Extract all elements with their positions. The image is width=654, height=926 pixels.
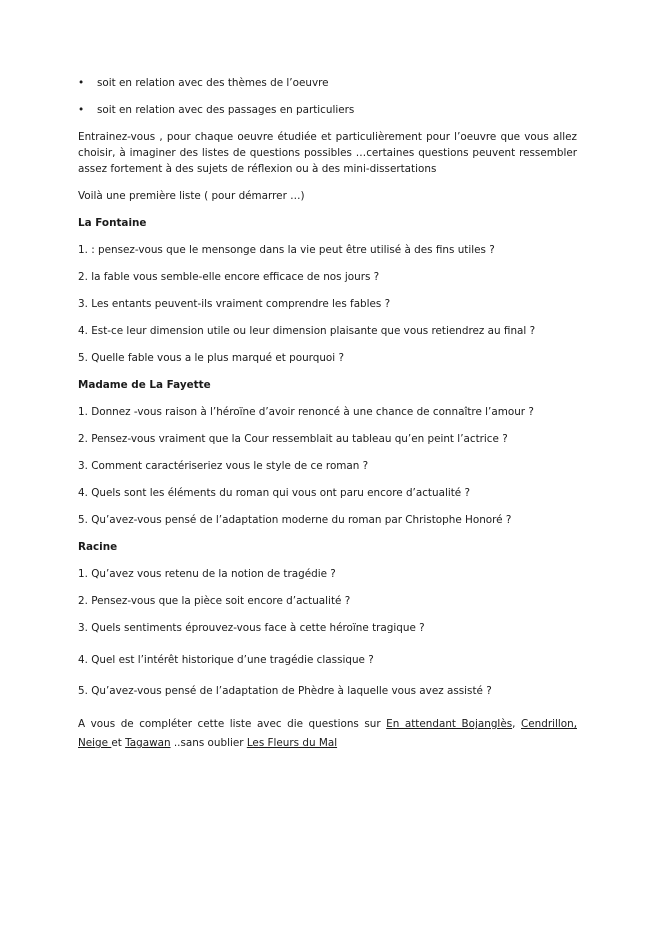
closing-paragraph — [78, 715, 577, 753]
question-item: 4. Quels sont les éléments du roman qui vous ont paru encore d’actualité ? — [78, 487, 471, 499]
closing-text: ..sans oublier — [170, 737, 247, 749]
section-heading: Madame de La Fayette — [78, 379, 211, 391]
closing-text: A vous de compléter cette liste avec die questions sur — [78, 718, 387, 730]
work-title-cendrillon: Cendrillon, — [520, 718, 577, 730]
section-heading: La Fontaine — [78, 217, 147, 229]
first-list-label: Voilà une première liste ( pour démarrer …) — [78, 190, 305, 202]
question-item: 4. Est-ce leur dimension utile ou leur dimension plaisante que vous retiendrez au final ? — [78, 325, 536, 337]
work-title-tagawan: Tagawan — [125, 737, 171, 749]
closing-text: et — [111, 737, 126, 749]
bullet-item — [78, 76, 329, 90]
intro-paragraph: Entrainez-vous , pour chaque oeuvre étudiée et particulièrement pour l’oeuvre que vous allez choisir, à imaginer des listes de questions possibles …certaines questions peuvent ressembler assez fortement à des sujets de réflexion ou à des mini-dissertations — [78, 131, 577, 175]
work-title-fleurs-du-mal: Les Fleurs du Mal — [246, 737, 338, 749]
bullet-item — [78, 103, 354, 117]
bullet-text: soit en relation avec des thèmes de l’oeuvre — [97, 77, 329, 89]
closing-text: , — [512, 718, 521, 730]
bullet-text: soit en relation avec des passages en particuliers — [97, 104, 355, 116]
question-item: 4. Quel est l’intérêt historique d’une tragédie classique ? — [78, 654, 374, 666]
question-item: 2. Pensez-vous vraiment que la Cour ressemblait au tableau qu’en peint l’actrice ? — [78, 433, 508, 445]
work-title-neige: Neige — [78, 737, 112, 749]
bullet-dot: • — [78, 104, 85, 116]
question-item: 1. Donnez -vous raison à l’héroïne d’avoir renoncé à une chance de connaître l’amour ? — [78, 406, 534, 418]
question-item: 3. Les entants peuvent-ils vraiment comprendre les fables ? — [78, 298, 391, 310]
question-item: 2. la fable vous semble-elle encore efficace de nos jours ? — [78, 271, 380, 283]
question-item: 3. Comment caractériseriez vous le style de ce roman ? — [78, 460, 369, 472]
question-item: 2. Pensez-vous que la pièce soit encore d’actualité ? — [78, 595, 351, 607]
question-item: 3. Quels sentiments éprouvez-vous face à cette héroïne tragique ? — [78, 622, 425, 634]
question-item: 5. Quelle fable vous a le plus marqué et pourquoi ? — [78, 352, 344, 364]
bullet-dot: • — [78, 77, 85, 89]
question-item: 1. : pensez-vous que le mensonge dans la vie peut être utilisé à des fins utiles ? — [78, 244, 495, 256]
question-item: 1. Qu’avez vous retenu de la notion de tragédie ? — [78, 568, 336, 580]
work-title-bojangles: En attendant Bojanglès — [386, 718, 513, 730]
section-heading: Racine — [78, 541, 118, 553]
question-item: 5. Qu’avez-vous pensé de l’adaptation moderne du roman par Christophe Honoré ? — [78, 514, 512, 526]
question-item: 5. Qu’avez-vous pensé de l’adaptation de Phèdre à laquelle vous avez assisté ? — [78, 685, 492, 697]
